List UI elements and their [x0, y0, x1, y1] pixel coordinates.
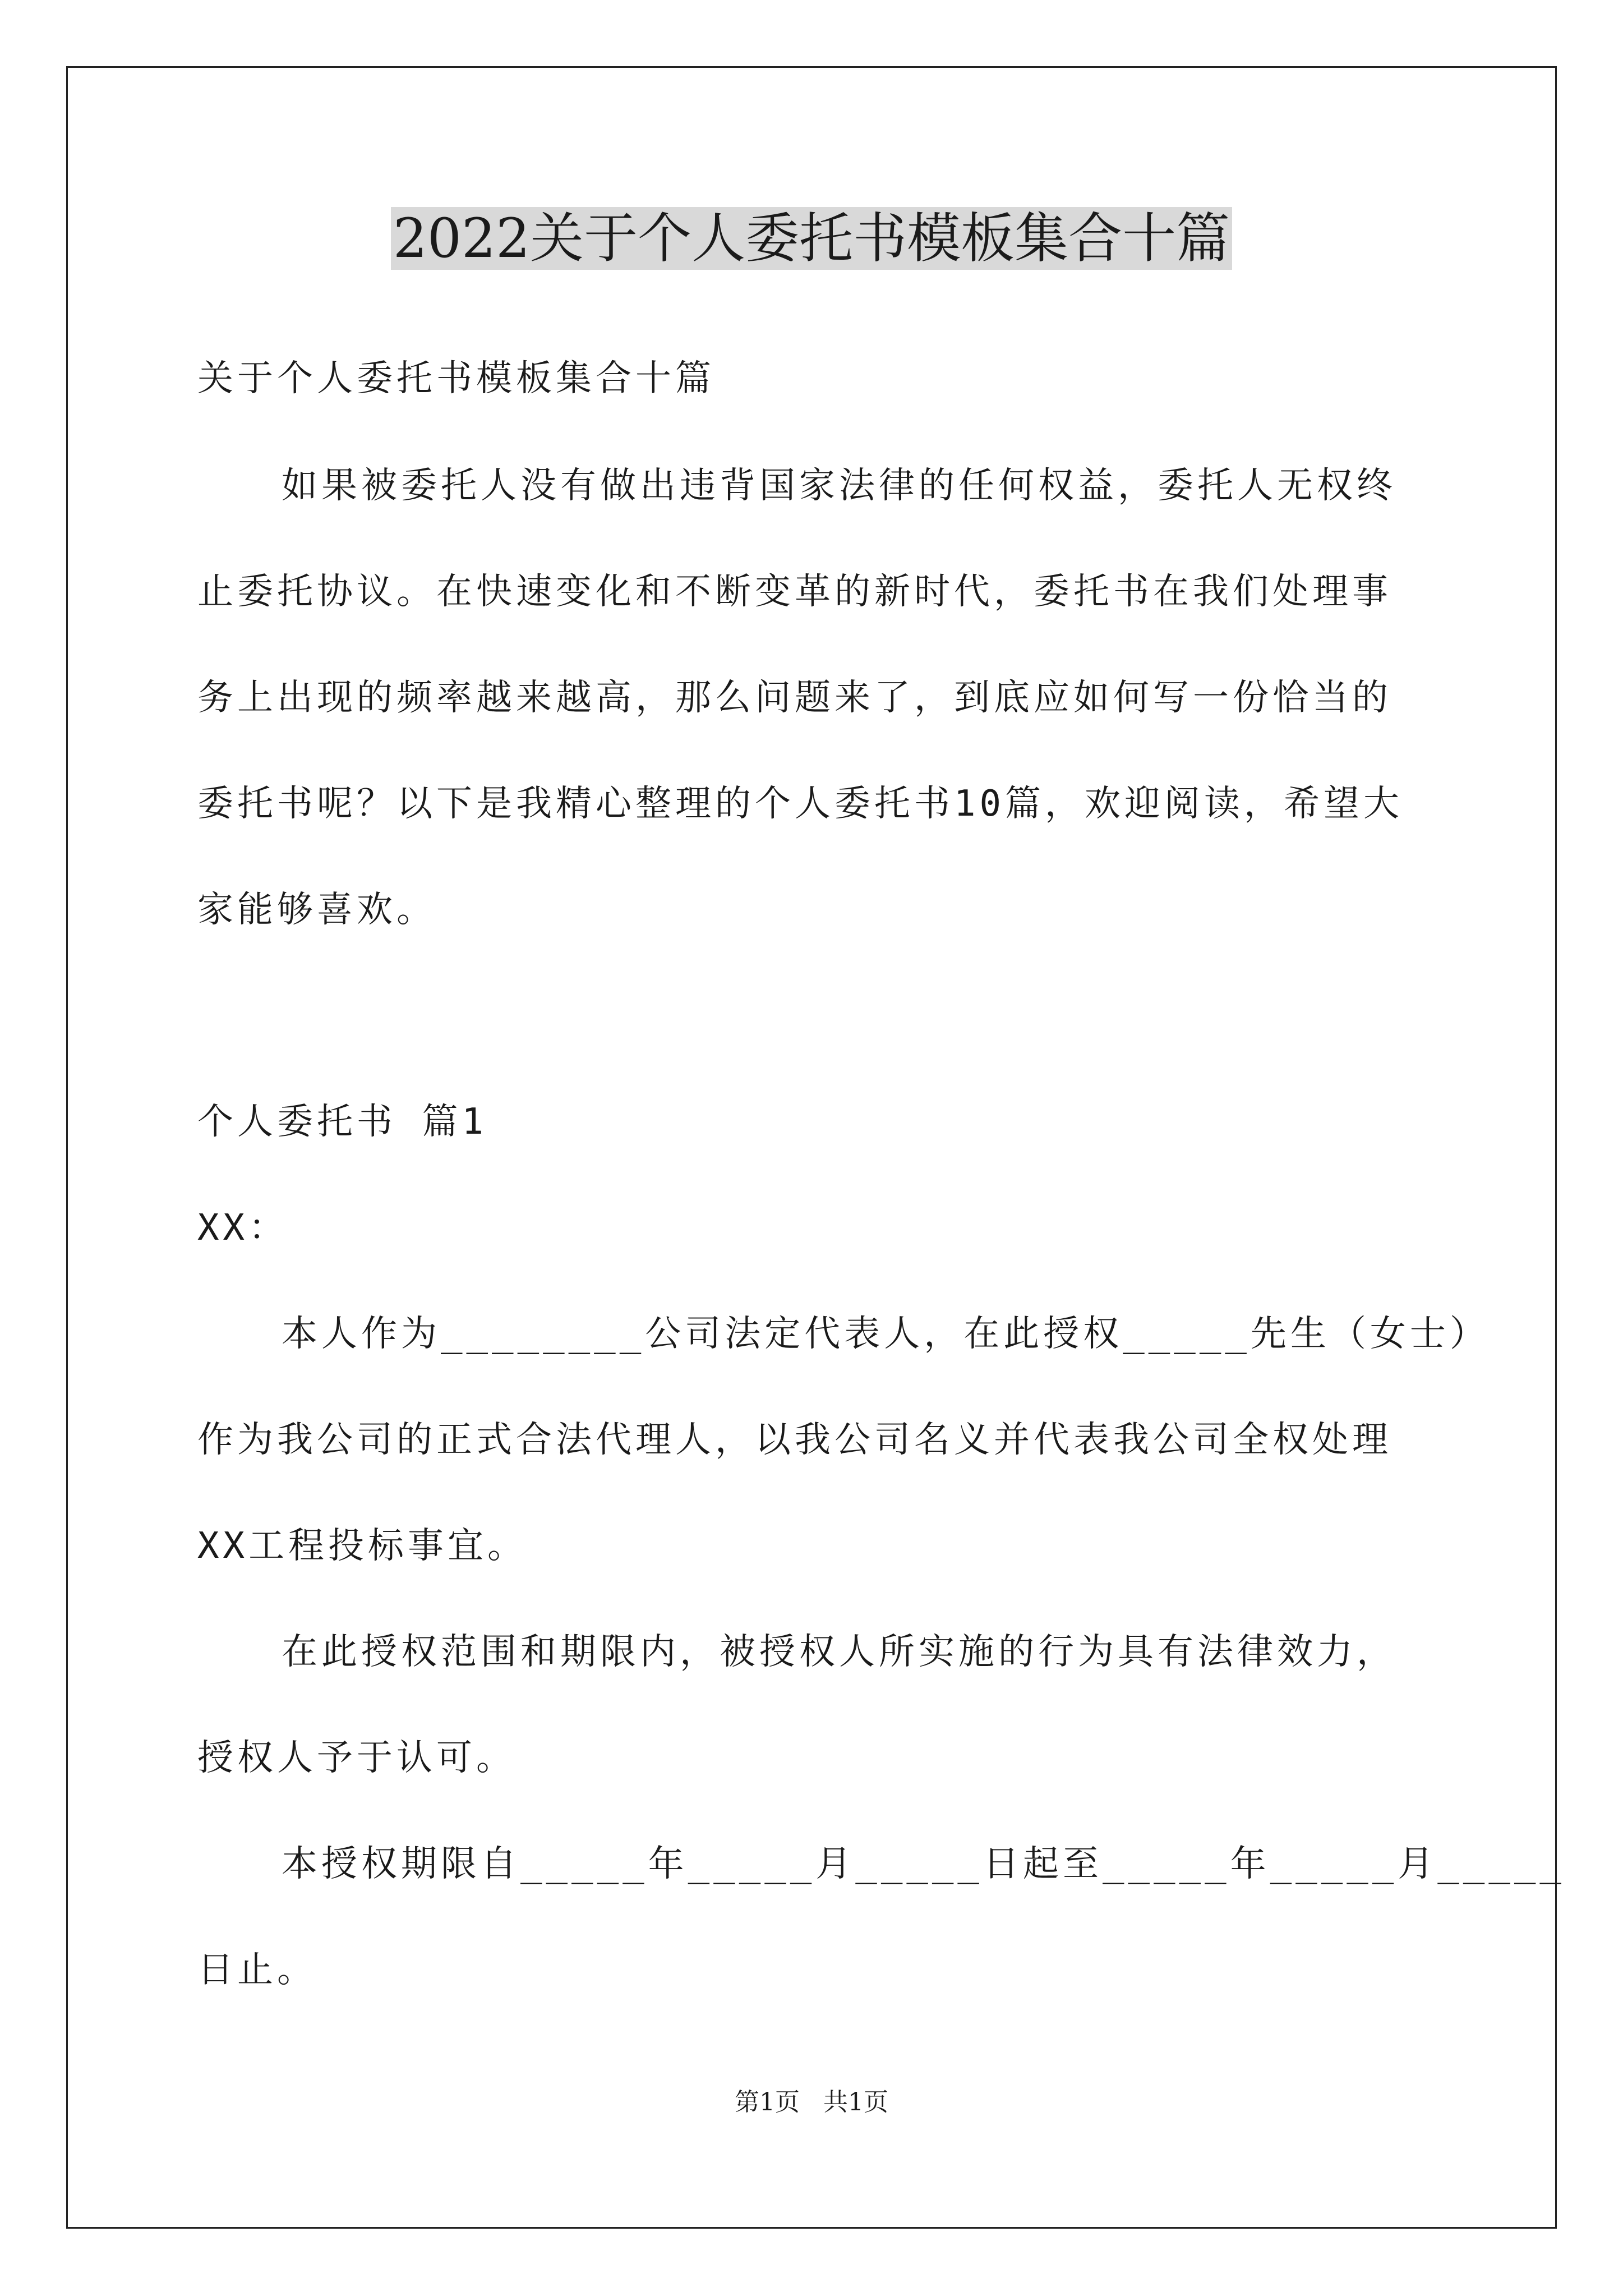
intro-line: 务上出现的频率越来越高，那么问题来了，到底应如何写一份恰当的 [197, 677, 1392, 719]
paragraph-line: XX工程投标事宜。 [197, 1525, 528, 1567]
paragraph-line: 本授权期限自_____年_____月_____日起至_____年_____月_____ [282, 1843, 1565, 1885]
paragraph-line: 日止。 [197, 1949, 317, 1991]
intro-line: 止委托协议。在快速变化和不断变革的新时代，委托书在我们处理事 [197, 571, 1392, 613]
document-title-text: 2022关于个人委托书模板集合十篇 [391, 207, 1232, 270]
paragraph-line: 作为我公司的正式合法代理人，以我公司名义并代表我公司全权处理 [197, 1419, 1392, 1461]
intro-line: 委托书呢？以下是我精心整理的个人委托书10篇，欢迎阅读，希望大 [197, 783, 1404, 825]
document-subtitle: 关于个人委托书模板集合十篇 [197, 358, 715, 399]
intro-line: 家能够喜欢。 [197, 889, 436, 931]
paragraph-line: 授权人予于认可。 [197, 1737, 516, 1779]
page-footer: 第1页 共1页 [735, 2088, 888, 2116]
section-heading: 个人委托书 篇1 [197, 1101, 488, 1143]
intro-line: 如果被委托人没有做出违背国家法律的任何权益，委托人无权终 [282, 465, 1396, 507]
paragraph-line: 本人作为________公司法定代表人，在此授权_____先生（女士） [282, 1313, 1490, 1355]
paragraph-line: 在此授权范围和期限内，被授权人所实施的行为具有法律效力， [282, 1631, 1396, 1673]
salutation: XX： [197, 1207, 289, 1249]
